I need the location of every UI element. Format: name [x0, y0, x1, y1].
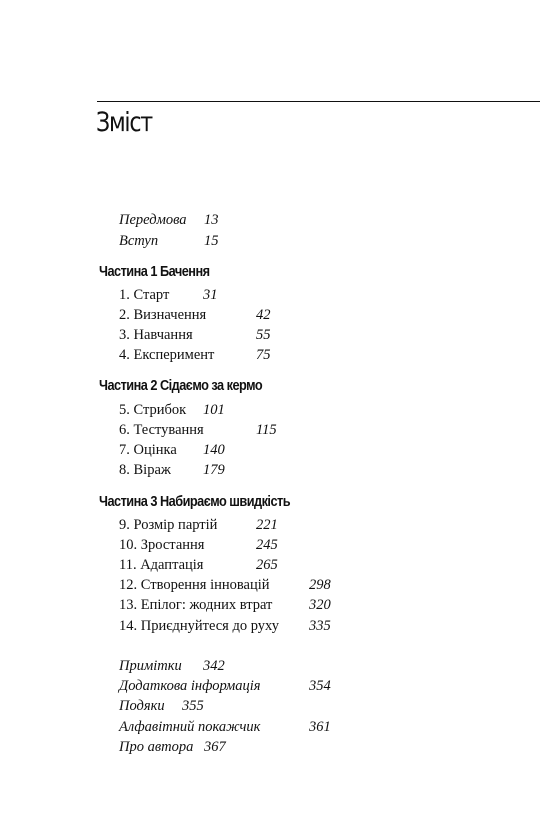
- toc-entry-label: 1. Старт: [119, 287, 170, 303]
- toc-entry-page: 335: [309, 618, 331, 634]
- part-heading-1[interactable]: Частина 1 Бачення: [99, 264, 210, 280]
- toc-entry-label: 10. Зростання: [119, 537, 205, 553]
- toc-entry-page: 245: [256, 537, 278, 553]
- toc-entry-label: 3. Навчання: [119, 327, 193, 343]
- toc-entry-label: 5. Стрибок: [119, 402, 187, 418]
- toc-entry-label: 7. Оцінка: [119, 442, 177, 458]
- toc-entry-label: Про автора: [119, 739, 194, 755]
- toc-entry-label: 8. Віраж: [119, 462, 171, 478]
- toc-entry-label: Передмова: [119, 212, 187, 228]
- toc-entry-label: Додаткова інформація: [119, 678, 261, 694]
- part-heading-3[interactable]: Частина 3 Набираємо швидкість: [99, 494, 291, 510]
- toc-entry-label: 14. Приєднуйтеся до руху: [119, 618, 279, 634]
- part-heading-2[interactable]: Частина 2 Сідаємо за кермо: [99, 378, 263, 394]
- toc-entry-label: Алфавітний покажчик: [119, 719, 261, 735]
- toc-entry-page: 101: [203, 402, 225, 418]
- toc-entry-page: 298: [309, 577, 331, 593]
- toc-entry-page: 55: [256, 327, 271, 343]
- top-rule: [97, 101, 540, 102]
- toc-entry-label: Примітки: [119, 658, 182, 674]
- toc-entry-label: Подяки: [119, 698, 165, 714]
- toc-entry-label: 12. Створення інновацій: [119, 577, 270, 593]
- toc-entry-label: 4. Експеримент: [119, 347, 215, 363]
- toc-entry-label: Вступ: [119, 233, 159, 249]
- toc-entry-page: 75: [256, 347, 271, 363]
- toc-entry-label: 6. Тестування: [119, 422, 204, 438]
- toc-entry-page: 320: [309, 597, 331, 613]
- toc-entry-label: 2. Визначення: [119, 307, 207, 323]
- toc-entry-page: 31: [203, 287, 218, 303]
- toc-entry-page: 13: [204, 212, 219, 228]
- toc-entry-page: 355: [182, 698, 204, 714]
- toc-entry-page: 115: [256, 422, 277, 438]
- toc-entry-page: 361: [309, 719, 331, 735]
- toc-entry-label: 9. Розмір партій: [119, 517, 218, 533]
- toc-entry-page: 140: [203, 442, 225, 458]
- toc-entry-label: 11. Адаптація: [119, 557, 204, 573]
- page-title: Зміст: [96, 107, 152, 138]
- toc-entry-page: 354: [309, 678, 331, 694]
- toc-entry-page: 342: [203, 658, 225, 674]
- toc-entry-label: 13. Епілог: жодних втрат: [119, 597, 273, 613]
- toc-entry-page: 367: [204, 739, 226, 755]
- toc-entry-page: 265: [256, 557, 278, 573]
- toc-entry-page: 42: [256, 307, 271, 323]
- toc-entry-page: 179: [203, 462, 225, 478]
- toc-entry-page: 221: [256, 517, 278, 533]
- toc-entry-page: 15: [204, 233, 219, 249]
